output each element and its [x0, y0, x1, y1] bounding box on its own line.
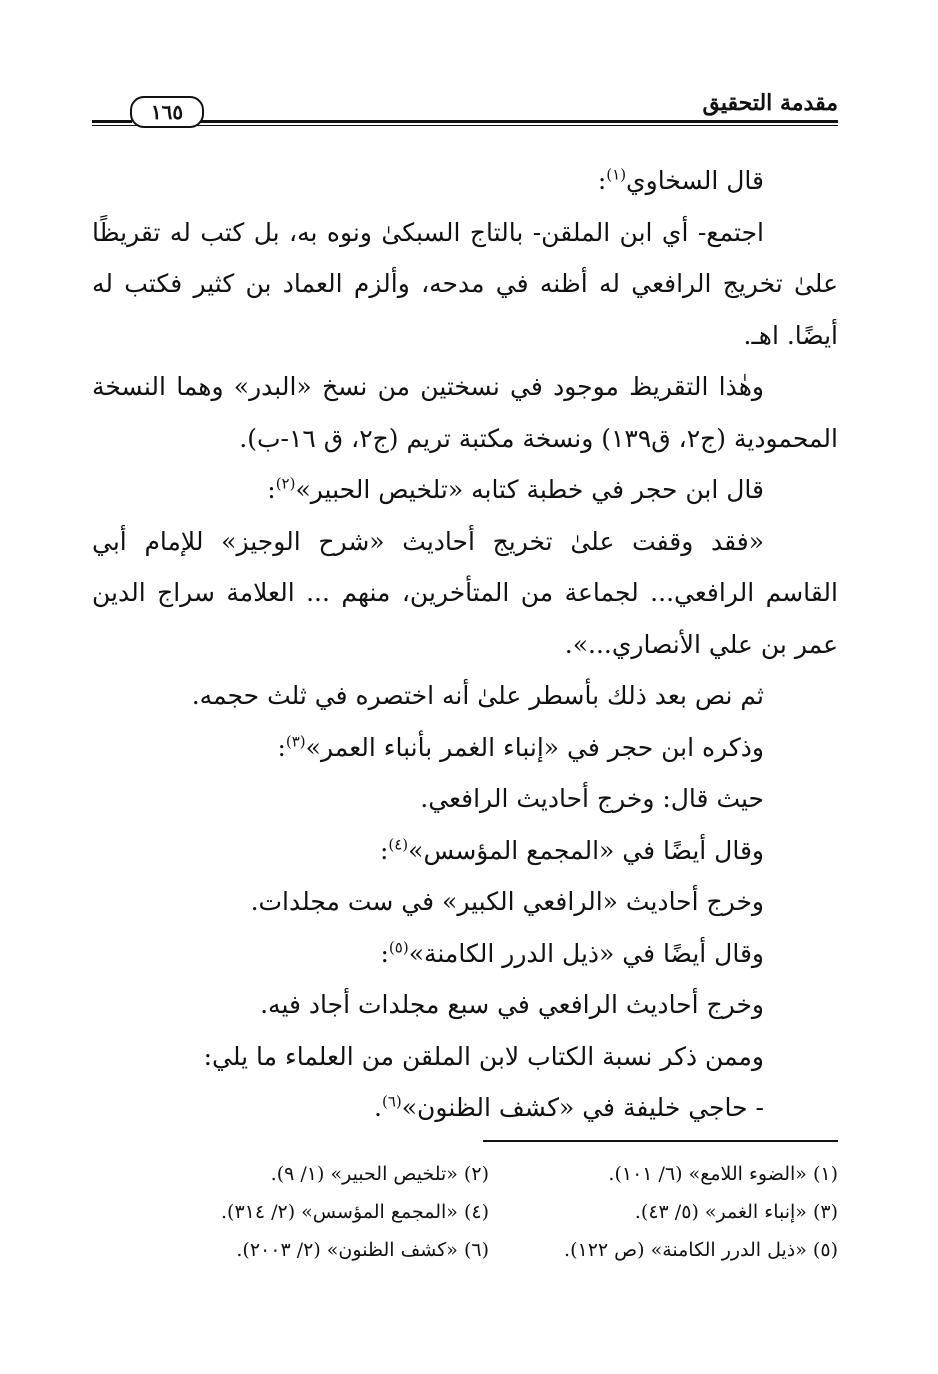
footnote-ref: (١) [606, 165, 627, 184]
header-rule-left [92, 120, 132, 123]
footnote-ref: (٦) [381, 1092, 402, 1111]
running-title: مقدمة التحقيق [702, 90, 838, 116]
paragraph: وخرج أحاديث «الرافعي الكبير» في ست مجلدات. [250, 887, 764, 916]
footnote-row [140, 1155, 838, 1193]
footnotes [140, 1155, 838, 1269]
footnote: (٢) «تلخيص الحبير» (١/ ٩). [270, 1163, 489, 1185]
footnote-row [140, 1231, 838, 1269]
quotation: «فقد وقفت علىٰ تخريج أحاديث «شرح الوجيز» للإمام أبي القاسم الرافعي... لجماعة من المتأخرين، منهم ... العلامة سراج الدين عمر بن علي الأنصاري...». [92, 526, 838, 659]
paragraph: وقال أيضًا في «المجمع المؤسس»$^{(٤)}$: [379, 835, 764, 865]
paragraph: ثم نص بعد ذلك بأسطر علىٰ أنه اختصره في ثلث حجمه. [191, 681, 764, 710]
footnote-ref: (٢) [275, 474, 296, 493]
main-text [92, 155, 838, 1134]
paragraph: وخرج أحاديث الرافعي في سبع مجلدات أجاد فيه. [260, 990, 764, 1019]
footnote: (١) «الضوء اللامع» (٦/ ١٠١). [608, 1163, 838, 1185]
footnote-separator [483, 1140, 838, 1142]
footnote-ref: (٥) [388, 938, 409, 957]
page-header [92, 84, 838, 132]
footnote-row [140, 1193, 838, 1231]
paragraph: وهٰذا التقريظ موجود في نسختين من نسخ «البدر» وهما النسخة المحمودية (ج٢، ق١٣٩) ونسخة مكتبة تريم (ج٢، ق ١٦-ب). [92, 372, 838, 453]
footnote: (٥) «ذيل الدرر الكامنة» (ص ١٢٢). [564, 1239, 838, 1261]
paragraph: قال السخاوي$^{(١)}$: [597, 165, 764, 195]
paragraph: وممن ذكر نسبة الكتاب لابن الملقن من العلماء ما يلي: [203, 1041, 764, 1071]
footnote: (٣) «إنباء الغمر» (٥/ ٤٣). [634, 1201, 838, 1223]
page-number: ١٦٥ [130, 96, 204, 128]
header-rule-thick [192, 120, 838, 123]
footnote-ref: (٤) [388, 835, 409, 854]
paragraph: وذكره ابن حجر في «إنباء الغمر بأنباء العمر»$^{(٣)}$: [277, 732, 764, 762]
paragraph: قال ابن حجر في خطبة كتابه «تلخيص الحبير»$^{(٢)}$: [267, 474, 764, 504]
paragraph: اجتمع- أي ابن الملقن- بالتاج السبكىٰ ونوه به، بل كتب له تقريظًا علىٰ تخريج الرافعي له أظنه في مدحه، وألزم العماد بن كثير فكتب له أيضًا. اهـ. [92, 217, 838, 350]
footnote-ref: (٣) [285, 732, 306, 751]
header-rule-thin [92, 125, 838, 126]
paragraph: حيث قال: وخرج أحاديث الرافعي. [420, 784, 764, 813]
paragraph: وقال أيضًا في «ذيل الدرر الكامنة»$^{(٥)}$: [380, 938, 764, 968]
footnote: (٤) «المجمع المؤسس» (٢/ ٣١٤). [220, 1201, 489, 1223]
list-item: - حاجي خليفة في «كشف الظنون»$^{(٦)}$. [374, 1092, 764, 1122]
footnote: (٦) «كشف الظنون» (٢/ ٢٠٠٣). [236, 1239, 489, 1261]
